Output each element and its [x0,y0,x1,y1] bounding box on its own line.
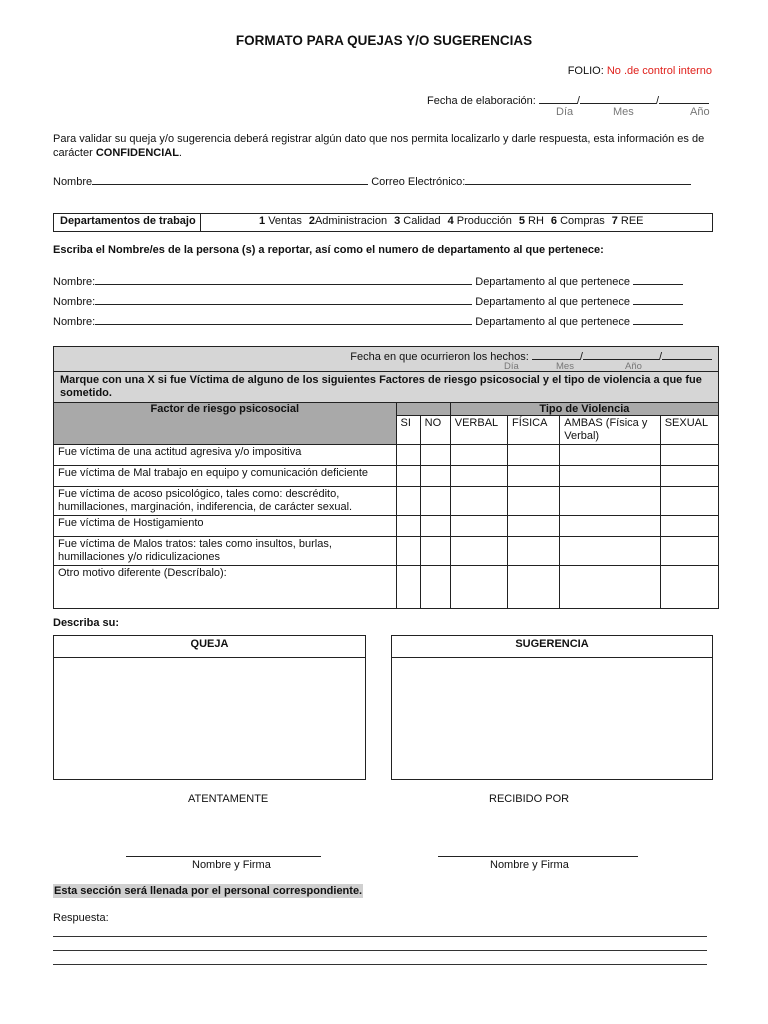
correo-label: Correo Electrónico: [371,176,466,188]
col-header: AMBAS (Física y Verbal) [560,416,660,445]
intro-text-body: Para validar su queja y/o sugerencia deberá registrar algún dato que nos permita localizarlo y darle respuesta, esta información es de carácter [53,133,705,159]
reportar-row [53,293,683,313]
departamento-num: 3 [394,215,401,227]
factores-table [53,346,719,609]
intro-confidencial: CONFIDENCIAL [95,147,179,159]
nombre-firma-left: Nombre y Firma [192,859,271,871]
mark-cell[interactable] [450,537,507,566]
hechos-row [54,347,719,372]
departamentos-list [259,215,651,227]
factor-label: Fue víctima de una actitud agresiva y/o impositiva [54,445,397,466]
departamento-num: 5 [518,215,525,227]
mark-cell[interactable] [450,516,507,537]
hechos-anio: Año [625,361,642,372]
folio-value: No .de control interno [606,65,712,77]
factor-label: Otro motivo diferente (Descríbalo): [54,566,397,609]
departamento-name: RH [528,215,544,227]
tipo-violencia-header: Tipo de Violencia [450,403,718,416]
mark-cell[interactable] [420,537,450,566]
reportar-depto-label: Departamento al que pertenece [475,276,630,288]
factor-label: Fue víctima de acoso psicológico, tales como: descrédito, humillaciones, marginación, indiferencia, de carácter sexual. [54,487,397,516]
departamento-name: Producción [456,215,512,227]
departamento-num: 6 [550,215,558,227]
mark-cell[interactable] [660,516,718,537]
departamento-item [551,215,605,227]
departamento-num: 7 [611,215,618,227]
reportar-depto-label: Departamento al que pertenece [475,316,630,328]
factores-table-wrap [53,346,719,609]
firma-line-left[interactable] [126,856,321,857]
mark-cell[interactable] [560,537,660,566]
atentamente-label: ATENTAMENTE [188,793,269,805]
reportar-row [53,273,683,293]
mark-cell[interactable] [420,466,450,487]
reportar-row [53,313,683,333]
departamento-num: 2 [308,215,315,227]
factor-row [54,445,719,466]
mark-cell[interactable] [560,516,660,537]
queja-header: QUEJA [54,636,365,658]
mark-cell[interactable] [508,466,560,487]
factor-row [54,487,719,516]
hechos-dia-line[interactable] [532,348,580,360]
reportar-nombre-line[interactable] [95,273,472,285]
departamento-item [309,215,387,227]
respuesta-line-2[interactable] [53,950,707,951]
reportar-heading: Escriba el Nombre/es de la persona (s) a reportar, así como el numero de departamento al que pertenece: [53,244,604,256]
reportar-nombre-line[interactable] [95,313,472,325]
mark-cell[interactable] [420,566,450,609]
nombre-label: Nombre [53,176,93,188]
factor-row [54,466,719,487]
correo-line[interactable] [465,173,691,185]
marque-instruction: Marque con una X si fue Víctima de alguno de los siguientes Factores de riesgo psicosocial y el tipo de violencia a que fue sometido. [54,372,719,403]
departamento-item [259,215,302,227]
fecha-elaboracion-label: Fecha de elaboración: [427,95,536,107]
fecha-dia-line[interactable] [539,92,577,104]
mark-cell[interactable] [508,537,560,566]
marque-row [54,372,719,403]
mark-cell[interactable] [560,487,660,516]
respuesta-line-3[interactable] [53,964,707,965]
mark-cell[interactable] [560,566,660,609]
mark-cell[interactable] [420,516,450,537]
fecha-mes-line[interactable] [580,92,656,104]
departamento-name: Compras [560,215,605,227]
mark-cell[interactable] [508,566,560,609]
mark-cell[interactable] [420,487,450,516]
departamentos-box [53,213,713,232]
mark-cell[interactable] [508,516,560,537]
mark-cell[interactable] [450,445,507,466]
mark-cell[interactable] [396,566,420,609]
reportar-depto-line[interactable] [633,273,683,285]
factor-label: Fue víctima de Mal trabajo en equipo y comunicación deficiente [54,466,397,487]
reportar-nombre-line[interactable] [95,293,472,305]
reportar-depto-line[interactable] [633,313,683,325]
sugerencia-box[interactable] [391,635,713,780]
intro-text [53,132,713,160]
seccion-note: Esta sección será llenada por el personal correspondiente. [54,885,363,897]
mark-cell[interactable] [508,487,560,516]
mark-cell[interactable] [660,537,718,566]
firma-line-right[interactable] [438,856,638,857]
reportar-rows [53,273,683,333]
factor-label: Fue víctima de Malos tratos: tales como insultos, burlas, humillaciones y/o ridiculizaciones [54,537,397,566]
departamento-item [612,215,644,227]
departamento-name: Calidad [403,215,441,227]
departamento-name: REE [620,215,644,227]
mark-cell[interactable] [396,487,420,516]
departamento-item [394,215,441,227]
folio [568,65,712,77]
reportar-nombre-label: Nombre: [53,316,96,328]
departamento-name: Ventas [268,215,302,227]
reportar-nombre-label: Nombre: [53,276,96,288]
page-title: FORMATO PARA QUEJAS Y/O SUGERENCIAS [235,33,533,48]
hechos-cell [54,347,719,372]
mark-cell[interactable] [660,487,718,516]
reportar-depto-line[interactable] [633,293,683,305]
departamento-num: 1 [259,215,266,227]
hechos-anio-line[interactable] [662,348,712,360]
reportar-nombre-label: Nombre: [53,296,96,308]
recibido-label: RECIBIDO POR [489,793,570,805]
departamento-item [448,215,512,227]
hechos-mes: Mes [556,361,574,372]
fecha-elab-mes: Mes [613,106,634,118]
mark-cell[interactable] [450,487,507,516]
mark-cell[interactable] [396,466,420,487]
hechos-dia: Día [504,361,519,372]
factor-row [54,566,719,609]
factor-row [54,516,719,537]
mark-cell[interactable] [396,445,420,466]
mark-cell[interactable] [660,466,718,487]
mark-cell[interactable] [660,445,718,466]
mark-cell[interactable] [508,445,560,466]
describa-label: Describa su: [53,617,120,629]
folio-label: FOLIO: [567,65,604,77]
header-row [54,403,719,416]
intro-end: . [178,147,182,159]
mark-cell[interactable] [450,466,507,487]
mark-cell[interactable] [396,537,420,566]
fecha-anio-line[interactable] [659,92,709,104]
col-header: FÍSICA [508,416,560,445]
respuesta-line-1[interactable] [53,936,707,937]
fecha-elab-dia: Día [556,106,574,118]
fecha-elaboracion: Fecha de elaboración: / / [427,92,709,107]
hechos-mes-line[interactable] [583,348,659,360]
col-header: NO [420,416,450,445]
mark-cell[interactable] [396,516,420,537]
departamento-name: Administracion [314,215,388,227]
respuesta-label: Respuesta: [53,912,109,924]
hechos-label: Fecha en que ocurrieron los hechos: [350,351,529,363]
nombre-line[interactable] [92,173,368,185]
fecha-elab-anio: Año [690,106,710,118]
factor-row [54,537,719,566]
contact-row [53,173,691,188]
col-header: SEXUAL [660,416,718,445]
sugerencia-header: SUGERENCIA [392,636,712,658]
departamentos-label: Departamentos de trabajo [60,215,196,227]
col-header: VERBAL [450,416,507,445]
departamentos-divider [200,214,201,231]
col-header: SI [396,416,420,445]
nombre-firma-right: Nombre y Firma [490,859,569,871]
mark-cell[interactable] [450,566,507,609]
departamento-num: 4 [447,215,454,227]
factor-label: Fue víctima de Hostigamiento [54,516,397,537]
queja-box[interactable] [53,635,366,780]
factor-header: Factor de riesgo psicosocial [54,403,397,445]
departamento-item [519,215,544,227]
mark-cell[interactable] [420,445,450,466]
reportar-depto-label: Departamento al que pertenece [475,296,630,308]
hechos-fecha: Fecha en que ocurrieron los hechos: / / [350,348,712,363]
sino-header [396,403,450,416]
mark-cell[interactable] [560,445,660,466]
mark-cell[interactable] [560,466,660,487]
mark-cell[interactable] [660,566,718,609]
